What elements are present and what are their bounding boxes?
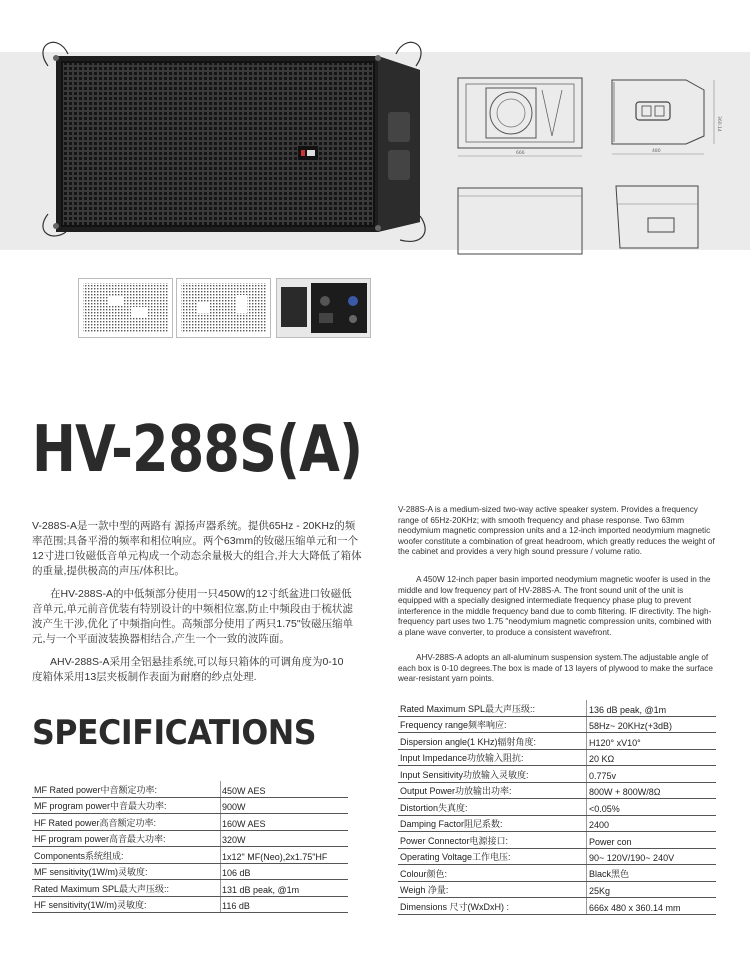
specs-left-table <box>32 781 348 913</box>
description-en-3: AHV-288S-A adopts an all-aluminum suspension system.The adjustable angle of each box is 0-10 degrees.The box is made of 13 layers of plywood to make the surface wear-resistant yarn points. <box>398 653 713 683</box>
top-view-drawing <box>458 188 582 254</box>
spec-row: Dispersion angle(1 KHz)辐射角度: H120° xV10° <box>398 733 716 750</box>
spec-row: Damping Factor阻尼系数: 2400 <box>398 816 716 833</box>
spec-row: HF program power高音最大功率: 320W <box>32 831 348 848</box>
spec-row: Power Connector电源接口: Power con <box>398 832 716 849</box>
bottom-view-drawing <box>616 186 698 248</box>
spec-row: Weigh 净量: 25Kg <box>398 882 716 899</box>
thumbnail-amplifier-panel[interactable] <box>276 278 371 338</box>
spec-row: HF Rated power高音额定功率: 160W AES <box>32 814 348 831</box>
side-view-drawing <box>612 80 722 154</box>
specifications-heading: SPECIFICATIONS <box>32 713 317 753</box>
spec-row: Output Power功放输出功率: 800W + 800W/8Ω <box>398 783 716 800</box>
spec-row: MF Rated power中音额定功率: 450W AES <box>32 781 348 798</box>
thumbnail-back-panel-2[interactable] <box>176 278 271 338</box>
side-height-dim: 360.14 <box>716 116 721 132</box>
spec-row: Components系统组成: 1x12" MF(Neo),2x1.75"HF <box>32 847 348 864</box>
description-zh-1: V-288S-A是一款中型的两路有 源扬声器系统。提供65Hz - 20KHz的频率范围;具备平滑的频率和相位响应。两个63mm的钕磁压缩单元和一个12寸进口钕磁低音单元构成一个动态余量极大的组合,并大大降低了箱体的重量,提供极高的声压/体积比。 <box>32 520 362 577</box>
thumbnail-back-panel-1[interactable] <box>78 278 173 338</box>
speaker-cabinet-image <box>28 36 440 246</box>
technical-drawings <box>452 70 750 260</box>
side-depth-dim: 480 <box>652 149 661 154</box>
specs-right-table <box>398 700 716 915</box>
spec-row: HF sensitivity(1W/m)灵敏度: 116 dB <box>32 897 348 914</box>
spec-row: Colour颜色: Black黑色 <box>398 865 716 882</box>
spec-row: MF program power中音最大功率: 900W <box>32 798 348 815</box>
spec-row: Rated Maximum SPL最大声压级:: 136 dB peak, @1m <box>398 700 716 717</box>
description-zh-3: AHV-288S-A采用全铝悬挂系统,可以每只箱体的可调角度为0-10度箱体采用13层夹板制作表面为耐磨的纱点处理. <box>32 656 344 683</box>
spec-row: Operating Voltage工作电压: 90~ 120V/190~ 240V <box>398 849 716 866</box>
spec-row: Input Impedance功放输入阻抗: 20 KΩ <box>398 750 716 767</box>
spec-row: Dimensions 尺寸(WxDxH) : 666x 480 x 360.14 mm <box>398 898 716 915</box>
description-en-2: A 450W 12-inch paper basin imported neodymium magnetic woofer is used in the middle and low frequency part of HV-288S-A. The front sound unit of the unit is equipped with a specially designed intermediate frequency phase plug to prevent interference in the middle frequency band due to comb filtering. IF directivity. The high-frequency part uses two 1.75 "neodymium magnetic compression units, combined with a plane wave converter, to produce a consistent wavefront. <box>398 575 712 637</box>
description-en-1: V-288S-A is a medium-sized two-way active speaker system. Provides a frequency range of 65Hz-20KHz; with smooth frequency and phase response. Two 63mm neodymium magnetic compression units and a 12-inch imported neodymium magnetic woofer constitute a combination of great headroom, which greatly reduces the weight of the cabinet and provides a very high sound pressure / volume ratio. <box>398 505 715 556</box>
spec-row: Rated Maximum SPL最大声压级:: 131 dB peak, @1m <box>32 880 348 897</box>
spec-row: MF sensitivity(1W/m)灵敏度: 106 dB <box>32 864 348 881</box>
front-view-drawing <box>458 78 582 156</box>
spec-row: Distortion失真度: <0.05% <box>398 799 716 816</box>
spec-row: Input Sensitivity功放输入灵敏度: 0.775v <box>398 766 716 783</box>
product-title: HV-288S(A) <box>32 413 363 487</box>
front-width-dim: 666 <box>516 151 525 156</box>
spec-row: Frequency range频率响应: 58Hz~ 20KHz(+3dB) <box>398 717 716 734</box>
description-zh-2: 在HV-288S-A的中低频部分使用一只450W的12寸纸盆进口钕磁低音单元,单元前音优装有特别设计的中频相位塞,防止中频段由于梳状滤波产生干涉,优化了中频指向性。高频部分使用了两只1.75"钕磁压缩单元,与一个平面波装换器相结合,产生一个一致的波阵面。 <box>32 588 354 645</box>
